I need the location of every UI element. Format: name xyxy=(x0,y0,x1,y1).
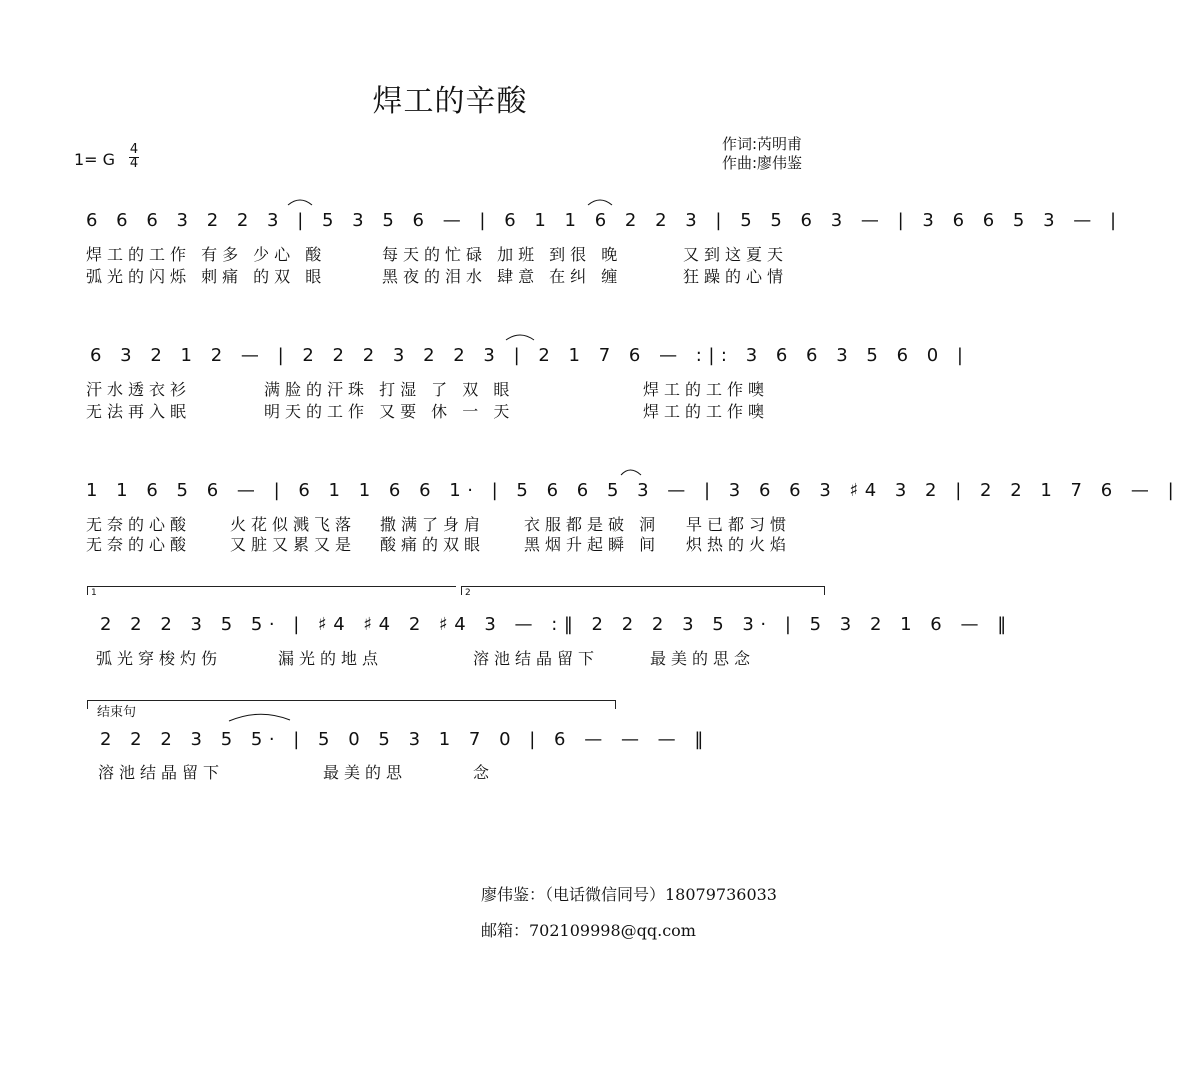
lyric-5-a: 溶池结晶留下 xyxy=(98,763,225,782)
lyric-4-a: 弧光穿梭灼伤 xyxy=(96,649,223,668)
lyric-5-c: 念 xyxy=(473,763,495,782)
lyricist-credit: 作词:芮明甫 xyxy=(722,135,803,153)
time-signature-top: 4 xyxy=(129,142,139,157)
lyric-3-verse2-b: 又脏又累又是 xyxy=(230,535,357,554)
lyric-3-verse2-d: 黑烟升起瞬 间 xyxy=(524,535,661,554)
notes-row-5: 2 2 2 3 5 5· | 5 0 5 3 1 7 0 | 6 — — — ‖ xyxy=(100,729,710,750)
lyric-2-verse1-c: 焊工的工作噢 xyxy=(643,380,770,399)
lyric-2-verse2-c: 焊工的工作噢 xyxy=(643,402,770,421)
lyric-1-verse2-b: 黑夜的泪水 肆意 在纠 缠 xyxy=(382,267,623,286)
notes-row-2: 6 3 2 1 2 — | 2 2 2 3 2 2 3 | 2 1 7 6 — :|: 3 6 6 3 5 6 0 | xyxy=(90,345,970,366)
lyric-2-verse2-a: 无法再入眠 xyxy=(86,402,192,421)
ending-phrase-label: 结束句 xyxy=(97,705,137,720)
second-ending-number: 2 xyxy=(465,588,471,598)
first-ending-bracket xyxy=(87,586,456,595)
lyric-2-verse1-b: 满脸的汗珠 打湿 了 双 眼 xyxy=(264,380,515,399)
time-signature-bottom: 4 xyxy=(129,156,139,171)
lyric-3-verse1-c: 撒满了身肩 xyxy=(380,515,486,534)
lyric-3-verse1-d: 衣服都是破 洞 xyxy=(524,515,661,534)
lyric-3-verse2-c: 酸痛的双眼 xyxy=(380,535,486,554)
contact-phone: 廖伟鉴：（电话微信同号）18079736033 xyxy=(481,885,777,904)
notes-row-3: 1 1 6 5 6 — | 6 1 1 6 6 1· | 5 6 6 5 3 — | 3 6 6 3 ♯4 3 2 | 2 2 1 7 6 — | xyxy=(86,480,1180,501)
lyric-3-verse1-e: 早已都习惯 xyxy=(686,515,792,534)
lyric-2-verse2-b: 明天的工作 又要 休 一 天 xyxy=(264,402,515,421)
key-signature: 1= G xyxy=(74,150,116,169)
lyric-3-verse2-e: 炽热的火焰 xyxy=(686,535,792,554)
lyric-1-verse2-c: 狂躁的心情 xyxy=(683,267,789,286)
lyric-1-verse1-c: 又到这夏天 xyxy=(683,245,789,264)
lyric-4-b: 漏光的地点 xyxy=(278,649,384,668)
composer-credit: 作曲:廖伟鉴 xyxy=(722,154,803,172)
lyric-3-verse1-a: 无奈的心酸 xyxy=(86,515,192,534)
lyric-4-c: 溶池结晶留下 xyxy=(473,649,600,668)
notes-row-1: 6 6 6 3 2 2 3 | 5 3 5 6 — | 6 1 1 6 2 2 3 | 5 5 6 3 — | 3 6 6 5 3 — | xyxy=(86,210,1123,231)
notes-row-4: 2 2 2 3 5 5· | ♯4 ♯4 2 ♯4 3 — :‖ 2 2 2 3 5 3· | 5 3 2 1 6 — ‖ xyxy=(100,614,1013,635)
lyric-2-verse1-a: 汗水透衣衫 xyxy=(86,380,192,399)
ending-phrase-bracket xyxy=(87,700,616,709)
lyric-3-verse2-a: 无奈的心酸 xyxy=(86,535,192,554)
lyric-1-verse2-a: 弧光的闪烁 刺痛 的双 眼 xyxy=(86,267,327,286)
first-ending-number: 1 xyxy=(91,588,97,598)
lyric-5-b: 最美的思 xyxy=(323,763,408,782)
lyric-1-verse1-b: 每天的忙碌 加班 到很 晚 xyxy=(382,245,623,264)
lyric-4-d: 最美的思念 xyxy=(650,649,756,668)
contact-email: 邮箱：702109998@qq.com xyxy=(481,921,696,940)
second-ending-bracket xyxy=(461,586,825,595)
lyric-3-verse1-b: 火花似溅飞落 xyxy=(230,515,357,534)
song-title: 焊工的辛酸 xyxy=(372,84,528,119)
lyric-1-verse1-a: 焊工的工作 有多 少心 酸 xyxy=(86,245,327,264)
